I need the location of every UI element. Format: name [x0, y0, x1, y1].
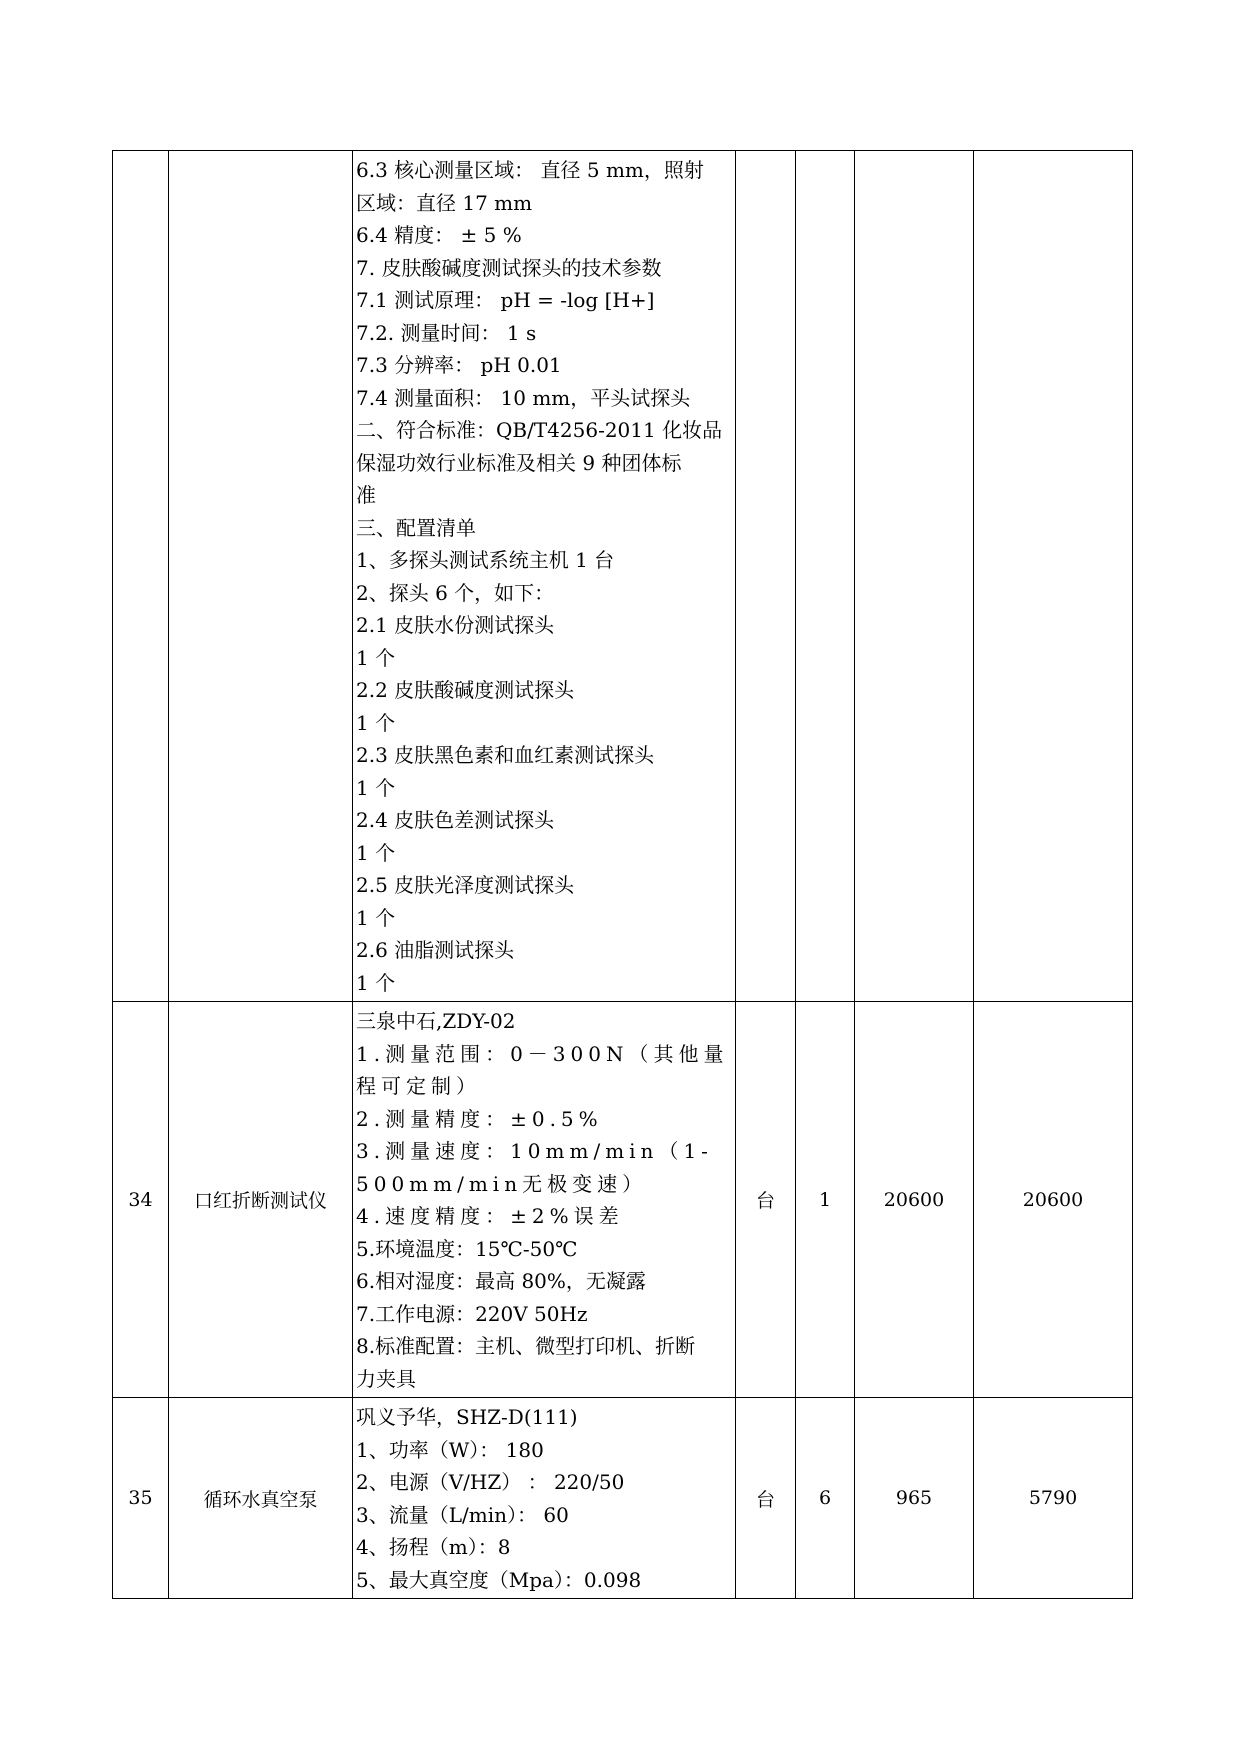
spec-line: 三泉中石,ZDY-02: [356, 1009, 516, 1033]
spec-line: 1、功率（W）： 180: [356, 1437, 544, 1462]
spec-line: 7.2. 测量时间： 1 s: [356, 320, 537, 345]
spec-line: 2.5 皮肤光泽度测试探头: [356, 873, 575, 897]
item-price: 965: [895, 1487, 933, 1509]
spec-line: 1、多探头测试系统主机 1 台: [356, 548, 615, 572]
item-unit: 台: [755, 1488, 775, 1511]
cell-desc: [353, 1398, 736, 1599]
cell-price: [855, 1002, 974, 1398]
spec-line: 1.测量范围：0－300N（其他量: [356, 1041, 729, 1066]
spec-line: 2、探头 6 个，如下：: [356, 580, 555, 605]
spec-line: 7.3 分辨率： pH 0.01: [356, 353, 562, 377]
spec-line: 1 个: [356, 775, 396, 800]
spec-line: 巩义予华，SHZ-D(111): [356, 1405, 578, 1429]
table-row: [113, 151, 1133, 1002]
item-name: 循环水真空泵: [203, 1488, 318, 1511]
spec-line: 3.测量速度：10mm/min（1-: [356, 1139, 713, 1163]
spec-line: 7.1 测试原理： pH = -log [H+]: [356, 288, 655, 312]
spec-line: 2.6 油脂测试探头: [356, 938, 515, 962]
cell-unit: [736, 1398, 796, 1599]
spec-line: 8.标准配置：主机、微型打印机、折断: [356, 1334, 696, 1358]
item-total: 5790: [1028, 1487, 1078, 1509]
spec-line: 6.相对湿度：最高 80%，无凝露: [356, 1269, 646, 1293]
spec-line: 7.工作电源：220V 50Hz: [356, 1301, 588, 1326]
cell-no: [113, 151, 169, 1002]
spec-line: 6.4 精度： ± 5 %: [356, 223, 522, 247]
item-unit: 台: [755, 1190, 775, 1212]
spec-line: 5、最大真空度（Mpa）：0.098: [356, 1567, 642, 1592]
spec-line: 2、电源（V/HZ） ： 220/50: [356, 1470, 625, 1494]
spec-line: 2.2 皮肤酸碱度测试探头: [356, 678, 575, 702]
spec-line: 准: [356, 483, 376, 507]
spec-line: 程可定制）: [356, 1074, 481, 1098]
spec-line: 区域：直径 17 mm: [356, 190, 533, 215]
item-number: 34: [128, 1188, 153, 1211]
spec-line: 4.速度精度：±2%误差: [356, 1204, 624, 1228]
cell-unit: [736, 151, 796, 1002]
item-total: 20600: [1022, 1188, 1084, 1211]
spec-line: 保湿功效行业标准及相关 9 种团体标: [356, 450, 682, 475]
cell-price: [855, 1398, 974, 1599]
cell-no: [113, 1398, 169, 1599]
spec-line: 2.3 皮肤黑色素和血红素测试探头: [356, 743, 655, 767]
spec-line: 3、流量（L/min）： 60: [356, 1502, 569, 1527]
spec-line: 7. 皮肤酸碱度测试探头的技术参数: [356, 255, 662, 280]
cell-desc: [353, 151, 736, 1002]
item-number: 35: [128, 1487, 153, 1509]
spec-line: 5.环境温度：15℃-50℃: [356, 1236, 578, 1261]
cell-no: [113, 1002, 169, 1398]
spec-line: 1 个: [356, 970, 396, 995]
cell-name: [169, 151, 353, 1002]
cell-total: [974, 1398, 1133, 1599]
item-qty: 1: [818, 1188, 832, 1211]
spec-line: 2.4 皮肤色差测试探头: [356, 808, 555, 832]
cell-unit: [736, 1002, 796, 1398]
spec-line: 二、符合标准：QB/T4256-2011 化妆品: [356, 418, 723, 442]
spec-line: 4、扬程（m）：8: [356, 1535, 511, 1559]
cell-qty: [796, 1002, 855, 1398]
cell-price: [855, 151, 974, 1002]
spec-line: 7.4 测量面积： 10 mm，平头试探头: [356, 385, 691, 410]
cell-name: [169, 1398, 353, 1599]
spec-line: 6.3 核心测量区域： 直径 5 mm，照射: [356, 158, 704, 182]
item-qty: 6: [818, 1487, 832, 1509]
cell-total: [974, 1002, 1133, 1398]
spec-line: 力夹具: [356, 1366, 416, 1391]
spec-line: 1 个: [356, 645, 396, 670]
table-row: [113, 1398, 1133, 1599]
item-price: 20600: [883, 1188, 945, 1211]
spec-line: 三、配置清单: [356, 515, 476, 540]
spec-line: 2.1 皮肤水份测试探头: [356, 613, 555, 637]
spec-line: 1 个: [356, 905, 396, 930]
spec-line: 1 个: [356, 710, 396, 735]
table-row: [113, 1002, 1133, 1398]
spec-line: 1 个: [356, 840, 396, 865]
cell-qty: [796, 1398, 855, 1599]
cell-total: [974, 151, 1133, 1002]
item-name: 口红折断测试仪: [193, 1190, 327, 1212]
spec-line: 500mm/min无极变速）: [356, 1171, 648, 1196]
cell-desc: [353, 1002, 736, 1398]
equipment-spec-table: [112, 150, 1133, 1599]
spec-line: 2.测量精度：±0.5%: [356, 1106, 603, 1131]
cell-name: [169, 1002, 353, 1398]
cell-qty: [796, 151, 855, 1002]
